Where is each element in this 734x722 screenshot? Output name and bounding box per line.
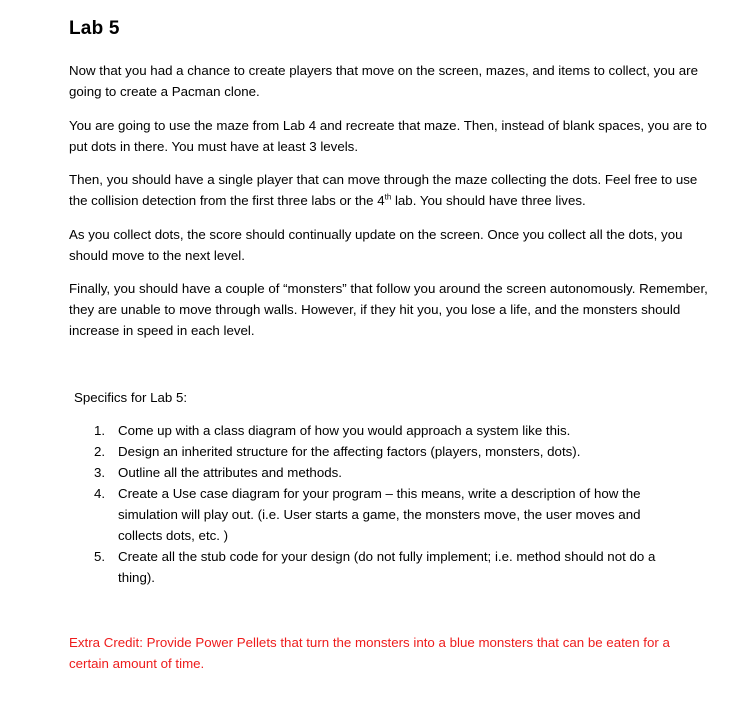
paragraph-player-text-b: lab. You should have three lives. — [391, 193, 586, 208]
extra-credit-note: Extra Credit: Provide Power Pellets that turn the monsters into a blue monsters that can be eaten for a certain amount of time. — [69, 635, 670, 671]
ordinal-suffix: th — [384, 192, 392, 202]
specifics-item-text: Come up with a class diagram of how you would approach a system like this. — [118, 423, 571, 438]
specifics-item-text: Create a Use case diagram for your program – this means, write a description of how the simulation will play out. (i.e. User starts a game, the monsters move, the user moves and collects dots, etc. ) — [118, 486, 641, 543]
paragraph-score: As you collect dots, the score should continually update on the screen. Once you collect all the dots, you should move to the next level. — [69, 227, 683, 263]
specifics-item-number: 5. — [94, 549, 106, 564]
specifics-item — [94, 546, 684, 588]
specifics-item-number: 4. — [94, 486, 106, 501]
specifics-item-number: 2. — [94, 444, 106, 459]
paragraph-player — [69, 169, 709, 211]
specifics-item-number: 3. — [94, 465, 106, 480]
specifics-list — [94, 420, 684, 588]
paragraph-monsters: Finally, you should have a couple of “monsters” that follow you around the screen autonomously. Remember, they are unable to move through walls. However, if they hit you, you lose a life, and the monsters should increase in speed in each level. — [69, 281, 708, 338]
specifics-item — [94, 420, 684, 441]
specifics-item — [94, 483, 684, 546]
specifics-item — [94, 441, 684, 462]
paragraph-maze: You are going to use the maze from Lab 4 and recreate that maze. Then, instead of blank spaces, you are to put dots in there. You must have at least 3 levels. — [69, 118, 707, 154]
specifics-item-text: Create all the stub code for your design (do not fully implement; i.e. method should not do a thing). — [118, 549, 656, 585]
specifics-item-text: Outline all the attributes and methods. — [118, 465, 342, 480]
paragraph-intro: Now that you had a chance to create players that move on the screen, mazes, and items to collect, you are going to create a Pacman clone. — [69, 63, 698, 99]
paragraph-player-text-a: Then, you should have a single player that can move through the maze collecting the dots. Feel free to use the collision detection from the first three labs or the 4 — [69, 172, 698, 208]
specifics-item-text: Design an inherited structure for the affecting factors (players, monsters, dots). — [118, 444, 581, 459]
specifics-item — [94, 462, 684, 483]
specifics-heading: Specifics for Lab 5: — [74, 390, 188, 405]
document-title: Lab 5 — [69, 18, 120, 39]
specifics-item-number: 1. — [94, 423, 106, 438]
